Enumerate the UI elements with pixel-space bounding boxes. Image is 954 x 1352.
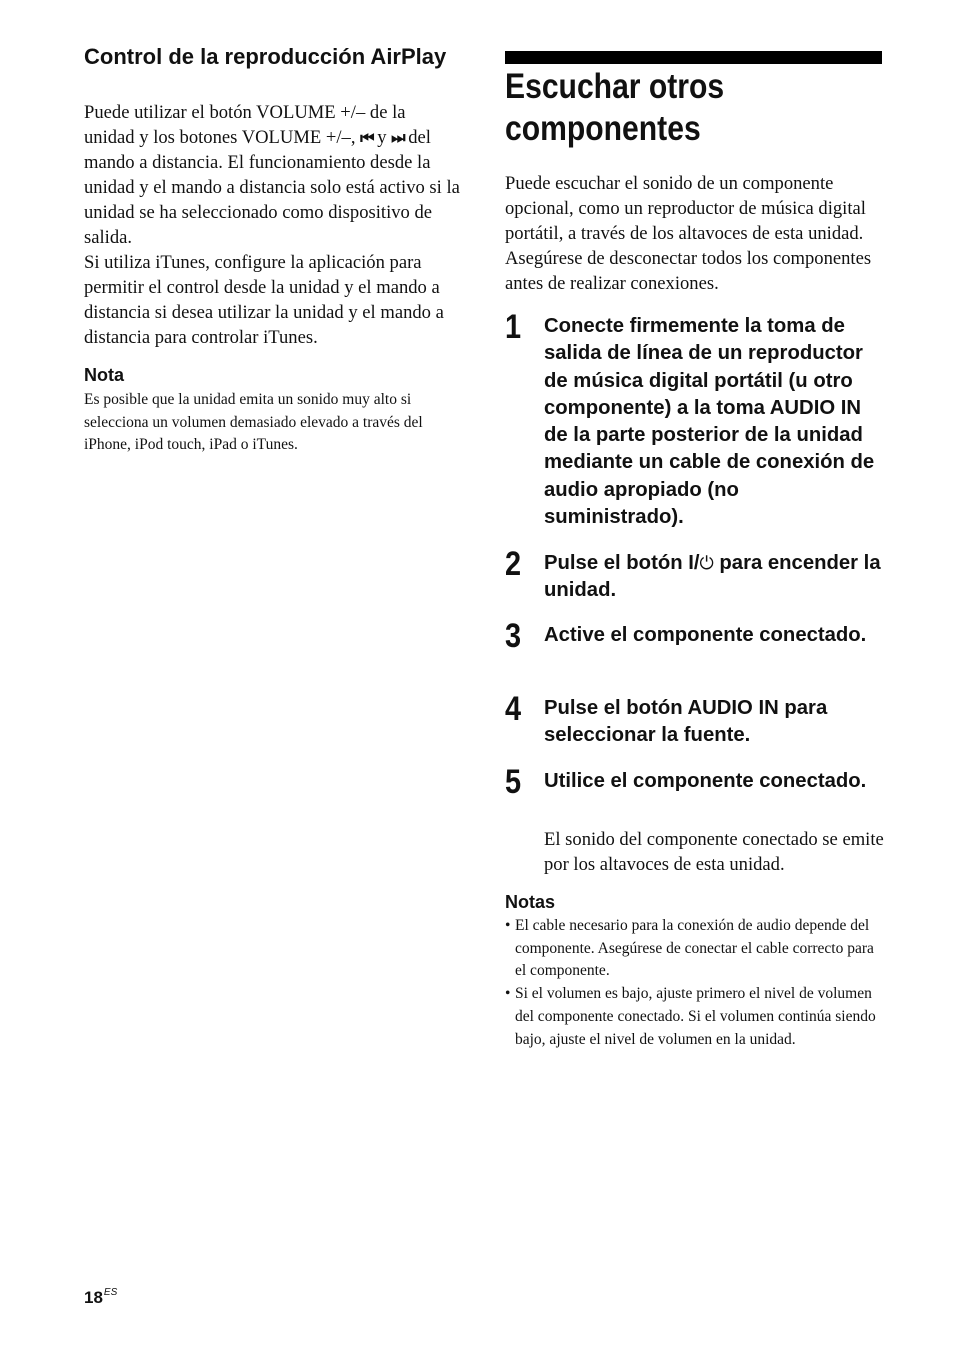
step-number: 3 — [505, 617, 522, 655]
note-text: Es posible que la unidad emita un sonido muy alto si selecciona un volumen demasiado elevado a través del iPhone, iPod touch, iPad o iTunes. — [84, 391, 423, 454]
previous-track-icon: ⏮ — [360, 128, 373, 147]
section-title — [505, 66, 829, 150]
paragraph-text-between: y — [372, 127, 392, 148]
note-title: Nota — [84, 365, 124, 385]
airplay-control-heading: Control de la reproducción AirPlay — [84, 44, 447, 69]
note-item-text: El cable necesario para la conexión de audio depende del componente. Asegúrese de conectar el cable correcto para el componente. — [515, 917, 874, 980]
note-item-text: Si el volumen es bajo, ajuste primero el nivel de volumen del componente conectado. Si el volumen continúa siendo bajo, ajuste el nivel de volumen en la unidad. — [515, 985, 876, 1048]
next-track-icon: ⏭ — [391, 128, 404, 147]
step-number: 4 — [505, 690, 522, 728]
step-text-before-icon: Pulse el botón I/ — [544, 552, 700, 574]
paragraph-text-after-next: del mando a distancia. El funcionamiento desde la unidad y el mando a distancia solo está activo si la unidad se ha seleccionado como dispositivo de salida. — [84, 127, 460, 248]
language-code: ES — [103, 1287, 118, 1298]
step-text-after-icon: para encender la unidad. — [544, 552, 881, 602]
airplay-control-body — [84, 100, 460, 350]
page-number — [84, 1283, 117, 1308]
bullet-icon: • — [505, 985, 511, 1003]
step-number: 1 — [505, 308, 522, 346]
step-number: 2 — [505, 545, 522, 583]
step-text: Utilice el componente conectado. — [544, 770, 867, 792]
section-title-text: Escuchar otros componentes — [505, 67, 725, 148]
list-item — [505, 983, 882, 1051]
section-divider-bar — [505, 51, 882, 64]
power-icon: ⏻ — [699, 553, 714, 574]
airplay-control-paragraph-1 — [84, 100, 460, 250]
airplay-control-paragraph-2: Si utiliza iTunes, configure la aplicación para permitir el control desde la unidad y el mando a distancia si desea utilizar la unidad y el mando a distancia para controlar iTunes. — [84, 252, 444, 348]
step-text: Pulse el botón AUDIO IN para seleccionar la fuente. — [544, 697, 828, 747]
list-item — [505, 915, 882, 983]
step-text: Conecte firmemente la toma de salida de línea de un reproductor de música digital portátil (u otro componente) a la toma AUDIO IN de la parte posterior de la unidad mediante un cable de conexión de audio apropiado (no suministrado). — [544, 315, 875, 529]
notes-title: Notas — [505, 892, 556, 912]
step-number: 5 — [505, 763, 522, 801]
step-subtext: El sonido del componente conectado se emite por los altavoces de esta unidad. — [544, 829, 884, 875]
step-text — [544, 550, 884, 605]
notes-list — [505, 915, 882, 1051]
section-intro: Puede escuchar el sonido de un componente opcional, como un reproductor de música digital portátil, a través de los altavoces de esta unidad. Asegúrese de desconectar todos los componentes antes de realizar conexiones. — [505, 173, 872, 294]
page-number-value: 18 — [84, 1288, 103, 1307]
bullet-icon: • — [505, 917, 511, 934]
step-text: Active el componente conectado. — [544, 624, 867, 646]
paragraph-text-before-prev: Puede utilizar el botón VOLUME +/– de la unidad y los botones VOLUME +/–, — [84, 102, 406, 148]
